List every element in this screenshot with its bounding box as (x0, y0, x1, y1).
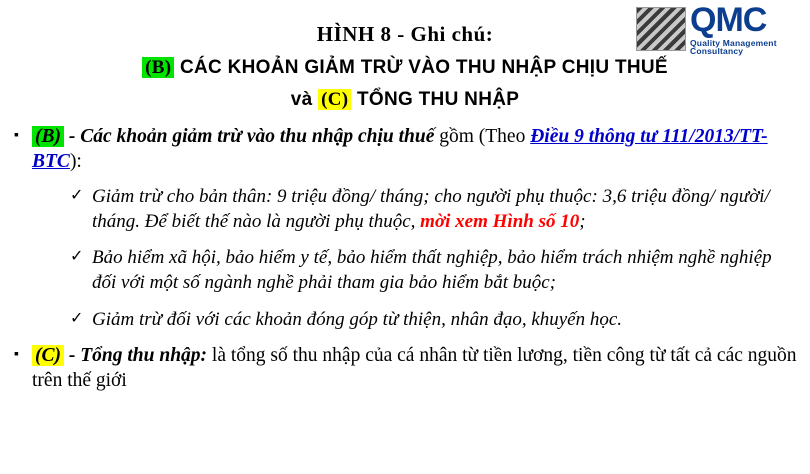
subtitle-c-text: TỔNG THU NHẬP (356, 89, 520, 110)
subtitle-b (0, 57, 810, 79)
section-c (14, 344, 798, 394)
list-item-text: Giảm trừ đối với các khoản đóng góp từ thiện, nhân đạo, khuyến học. (92, 308, 623, 330)
list-item (70, 308, 784, 333)
section-b-text (32, 125, 798, 175)
check-icon (70, 308, 92, 330)
subtitle-c (0, 89, 810, 111)
tag-b-title: (B) (142, 57, 174, 78)
list-item (70, 246, 784, 295)
list-item-text-after: ; (579, 210, 586, 232)
content-body (0, 125, 810, 394)
list-item-text-before: Giảm trừ cho bản thân: 9 triệu đồng/ tháng; cho người phụ thuộc: 3,6 triệu đồng/ người/ tháng. Để biết thế nào là người phụ thuộc, (92, 185, 770, 232)
see-figure-10-note: mời xem Hình số 10 (420, 210, 580, 232)
page-title-prefix: HÌNH 8 (316, 22, 392, 46)
square-bullet-icon (14, 125, 32, 146)
tag-c-title: (C) (318, 89, 351, 110)
subtitle-b-text: CÁC KHOẢN GIẢM TRỪ VÀO THU NHẬP CHỊU THUẾ (179, 57, 668, 78)
tag-b: (B) (32, 126, 64, 147)
logo-brand: QMC (690, 0, 767, 39)
list-item (70, 185, 784, 234)
section-c-text (32, 344, 798, 394)
list-item-text: Bảo hiểm xã hội, bảo hiểm y tế, bảo hiểm thất nghiệp, bảo hiểm trách nhiệm nghề nghiệp đối với một số ngành nghề phải tham gia bảo hiểm bắt buộc; (92, 247, 772, 293)
tag-c: (C) (32, 345, 64, 366)
section-c-lead: - Tổng thu nhập: (64, 345, 208, 367)
section-b-items (14, 185, 798, 332)
check-icon (70, 185, 92, 207)
subtitle-c-prefix: và (290, 89, 313, 110)
section-c-middle: là tổng số thu nhập của cá nhân từ tiền lương, tiền công từ tất cả các nguồn trên thế giới (32, 345, 797, 392)
circular-111-link[interactable]: Điều 9 thông tư 111/2013/TT-BTC (32, 126, 768, 172)
logo-text-block (690, 0, 804, 56)
section-b (14, 125, 798, 175)
logo-tagline: Quality Management Consultancy (690, 37, 777, 56)
photo-collage-icon (636, 7, 686, 51)
square-bullet-icon (14, 344, 32, 365)
section-b-lead: - Các khoản giảm trừ vào thu nhập chịu thuế (64, 126, 435, 147)
section-b-tail: ): (69, 150, 82, 172)
qmc-logo (636, 2, 804, 56)
check-icon (70, 246, 92, 268)
list-item-text (92, 185, 784, 234)
page-title-rest: - Ghi chú: (391, 22, 494, 46)
section-b-middle: gồm (Theo (434, 126, 531, 147)
